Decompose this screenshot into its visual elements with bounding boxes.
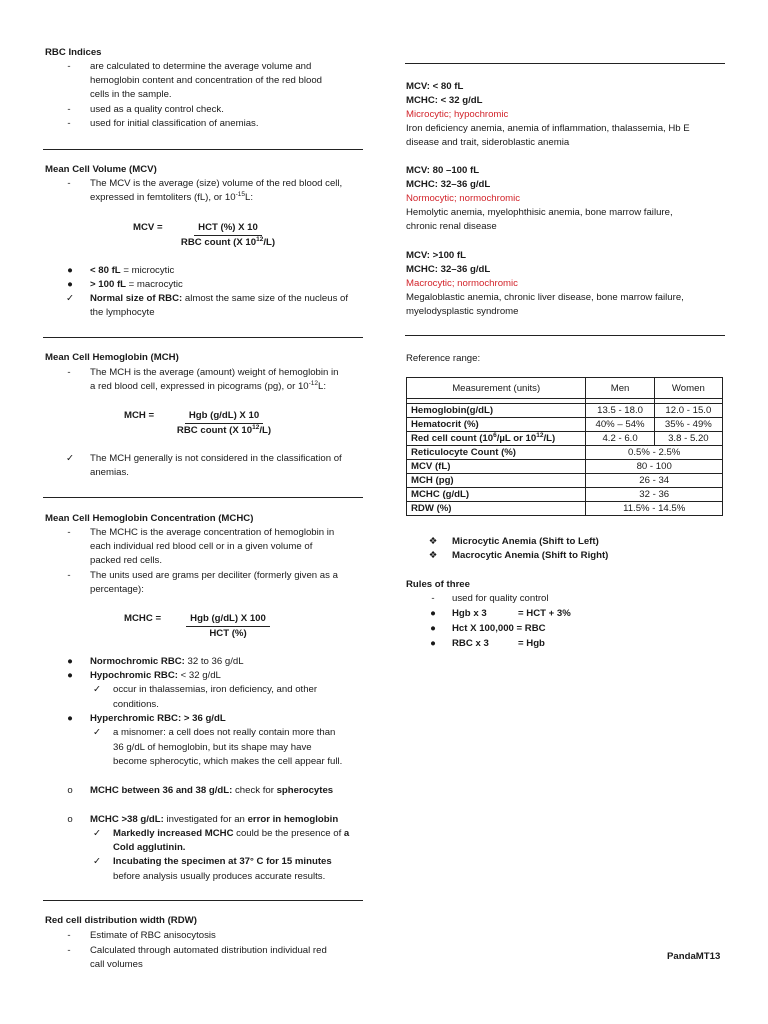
section-divider	[43, 149, 363, 150]
mcv-item-text: = macrocytic	[126, 279, 183, 290]
table-cell-men: 4.2 - 6.0	[586, 432, 654, 446]
checkmark-icon: ✓	[92, 856, 102, 867]
mcv-desc-exponent: -15	[235, 191, 245, 198]
dash-marker: -	[67, 61, 71, 72]
bullet-icon: ●	[67, 265, 73, 276]
rule-rhs: = HCT + 3%	[518, 608, 571, 619]
mchc-desc-line: packed red cells.	[90, 555, 162, 566]
rbc-indices-line: hemoglobin content and concentration of the red blood	[90, 75, 323, 86]
checkmark-icon: ✓	[92, 684, 102, 695]
rbc-count-mid: /µL or 10	[496, 433, 537, 444]
table-row	[407, 474, 723, 488]
reference-title: Reference range:	[406, 353, 481, 364]
mch-formula-numerator: Hgb (g/dL) X 10	[185, 409, 263, 424]
class-mcv: MCV: < 80 fL	[406, 81, 464, 92]
rule-lhs: Hgb x 3	[452, 608, 487, 619]
error-range: MCHC >38 g/dL:	[90, 814, 164, 825]
mcv-formula	[168, 221, 288, 250]
table-cell-both: 0.5% - 2.5%	[586, 446, 723, 460]
mchc-error-check	[90, 813, 338, 827]
table-cell-both: 32 - 36	[586, 488, 723, 502]
mch-desc-line: The MCH is the average (amount) weight of hemoglobin in	[90, 367, 339, 378]
mcv-den-tail: /L)	[263, 237, 276, 248]
table-cell-name: Reticulocyte Count (%)	[407, 446, 586, 460]
rule-rhs: = Hgb	[518, 638, 545, 649]
mchc-formula	[168, 612, 288, 641]
table-cell-both: 11.5% - 14.5%	[586, 502, 723, 516]
hypochromic-label: Hypochromic RBC:	[90, 670, 178, 681]
dash-marker: -	[67, 178, 71, 189]
table-cell-women: 3.8 - 5.20	[654, 432, 722, 446]
section-divider	[405, 63, 725, 64]
rule-lhs: Hct X 100,000 = RBC	[452, 623, 546, 634]
shift-item: Macrocytic Anemia (Shift to Right)	[452, 550, 609, 561]
mch-desc-tail: L:	[318, 381, 327, 392]
class-examples: myelodysplastic syndrome	[406, 306, 519, 317]
dash-marker: -	[67, 367, 71, 378]
dash-marker: -	[431, 593, 435, 604]
normochromic-value: 32 to 36 g/dL	[184, 656, 244, 667]
mcv-item	[90, 278, 183, 292]
section-divider	[405, 335, 725, 336]
table-cell-name: MCV (fL)	[407, 460, 586, 474]
hypochromic-note: conditions.	[113, 699, 159, 710]
hyperchromic-value: > 36 g/dL	[181, 713, 226, 724]
mch-desc-exponent: -12	[308, 380, 319, 387]
mchc-spherocytes-check	[90, 784, 333, 798]
checkmark-icon: ✓	[65, 453, 75, 464]
mchc-formula-lhs: MCHC =	[124, 613, 162, 624]
mcv-formula-numerator: HCT (%) X 10	[194, 221, 262, 236]
rdw-line: Estimate of RBC anisocytosis	[90, 930, 216, 941]
spherocytes-word: spherocytes	[276, 785, 334, 796]
mchc-normochromic	[90, 655, 244, 669]
rbc-indices-line: used as a quality control check.	[90, 104, 224, 115]
hyperchromic-note: become spherocytic, which makes the cell appear full.	[113, 756, 343, 767]
mcv-den-exponent: 12	[256, 236, 264, 243]
mchc-desc-line: percentage):	[90, 584, 144, 595]
class-mchc: MCHC: < 32 g/dL	[406, 95, 483, 106]
class-mcv: MCV: 80 –100 fL	[406, 165, 480, 176]
class-type: Microcytic; hypochromic	[406, 109, 509, 120]
class-examples: Hemolytic anemia, myelophthisic anemia, bone marrow failure,	[406, 207, 673, 218]
footer-author: PandaMT13	[667, 951, 721, 962]
class-mchc: MCHC: 32–36 g/dL	[406, 179, 491, 190]
table-cell-name: Hemoglobin(g/dL)	[407, 404, 586, 418]
diamond-bullet-icon: ❖	[428, 536, 438, 547]
class-type: Macrocytic; normochromic	[406, 278, 518, 289]
bullet-icon: ●	[67, 656, 73, 667]
rule-lhs: RBC x 3	[452, 638, 489, 649]
hyperchromic-note: 36 g/dL of hemoglobin, but its shape may have	[113, 742, 312, 753]
rdw-line: call volumes	[90, 959, 143, 970]
cold-agglutinin-note	[113, 827, 349, 841]
section-divider	[43, 900, 363, 901]
class-mchc: MCHC: 32–36 g/dL	[406, 264, 491, 275]
rbc-count-label: Red cell count (10	[411, 433, 494, 444]
rdw-title: Red cell distribution width (RDW)	[45, 915, 197, 926]
checkmark-icon: ✓	[92, 727, 102, 738]
table-cell-name: MCHC (g/dL)	[407, 488, 586, 502]
mcv-desc-text: expressed in femtoliters (fL), or 10	[90, 192, 236, 203]
mchc-formula-denominator: HCT (%)	[209, 628, 247, 639]
dash-marker: -	[67, 118, 71, 129]
mch-den-exponent: 12	[252, 424, 260, 431]
class-examples: Iron deficiency anemia, anemia of inflammation, thalassemia, Hb E	[406, 123, 690, 134]
mch-formula-lhs: MCH =	[124, 410, 155, 421]
mcv-desc-tail: L:	[244, 192, 253, 203]
section-divider	[43, 337, 363, 338]
mcv-item-text: almost the same size of the nucleus of	[182, 293, 349, 304]
mch-formula	[160, 409, 288, 438]
table-cell-women: 12.0 - 15.0	[654, 404, 722, 418]
mcv-title: Mean Cell Volume (MCV)	[45, 164, 157, 175]
class-examples: disease and trait, sideroblastic anemia	[406, 137, 570, 148]
rbc-indices-line: cells in the sample.	[90, 89, 172, 100]
table-header-cell: Men	[586, 378, 654, 399]
rules-title: Rules of three	[406, 579, 470, 590]
mchc-desc-line: The units used are grams per deciliter (formerly given as a	[90, 570, 338, 581]
mch-note-line: The MCH generally is not considered in the classification of	[90, 453, 342, 464]
incubation-note-cont: before analysis usually produces accurate results.	[113, 871, 326, 882]
mcv-item-text: = microcytic	[120, 265, 175, 276]
cold-agglutinin-text: could be the presence of	[233, 828, 344, 839]
mcv-item-cont: the lymphocyte	[90, 307, 155, 318]
normochromic-label: Normochromic RBC:	[90, 656, 185, 667]
bullet-icon: ●	[67, 713, 73, 724]
mch-note-line: anemias.	[90, 467, 129, 478]
checkmark-icon: ✓	[65, 293, 75, 304]
mcv-item-bold: > 100 fL	[90, 279, 126, 290]
class-examples: Megaloblastic anemia, chronic liver disease, bone marrow failure,	[406, 292, 684, 303]
rbc-count-tail: /L)	[543, 433, 556, 444]
dash-marker: -	[67, 570, 71, 581]
table-cell-women: 35% - 49%	[654, 418, 722, 432]
dash-marker: -	[67, 527, 71, 538]
rdw-line: Calculated through automated distribution individual red	[90, 945, 327, 956]
rbc-indices-line: used for initial classification of anemias.	[90, 118, 259, 129]
mcv-formula-denominator	[168, 236, 288, 250]
rbc-indices-title: RBC Indices	[45, 47, 102, 58]
class-type: Normocytic; normochromic	[406, 193, 521, 204]
circle-bullet-icon: o	[67, 785, 73, 796]
spherocytes-range: MCHC between 36 and 38 g/dL:	[90, 785, 233, 796]
mchc-desc-line: The MCHC is the average concentration of hemoglobin in	[90, 527, 335, 538]
dash-marker: -	[67, 104, 71, 115]
table-row	[407, 446, 723, 460]
table-row	[407, 488, 723, 502]
spherocytes-text: check for	[232, 785, 277, 796]
table-cell-men: 40% – 54%	[586, 418, 654, 432]
reference-range-table	[406, 377, 723, 516]
table-cell-name: MCH (pg)	[407, 474, 586, 488]
bullet-icon: ●	[430, 608, 436, 619]
mch-formula-denominator	[160, 424, 288, 438]
mchc-hyperchromic	[90, 712, 226, 726]
mch-den-text: RBC count (X 10	[176, 425, 253, 436]
table-row	[407, 404, 723, 418]
hyperchromic-label: Hyperchromic RBC:	[90, 713, 182, 724]
error-word: error in hemoglobin	[247, 814, 339, 825]
diamond-bullet-icon: ❖	[428, 550, 438, 561]
cold-agglutinin-cont: Cold agglutinin.	[113, 842, 186, 853]
class-examples: chronic renal disease	[406, 221, 497, 232]
error-text: investigated for an	[163, 814, 248, 825]
table-cell-name	[407, 432, 586, 446]
bullet-icon: ●	[430, 623, 436, 634]
rules-sub: used for quality control	[452, 593, 549, 604]
rbc-count-exponent: 12	[536, 432, 544, 439]
table-cell-both: 26 - 34	[586, 474, 723, 488]
mch-desc-line	[90, 380, 326, 394]
mchc-title: Mean Cell Hemoglobin Concentration (MCHC)	[45, 513, 254, 524]
table-header-cell: Measurement (units)	[407, 378, 586, 399]
table-cell-both: 80 - 100	[586, 460, 723, 474]
mcv-item	[90, 292, 348, 306]
table-row	[407, 418, 723, 432]
section-divider	[43, 497, 363, 498]
table-cell-men: 13.5 - 18.0	[586, 404, 654, 418]
table-cell-name: Hematocrit (%)	[407, 418, 586, 432]
cold-agglutinin-article: a	[343, 828, 350, 839]
circle-bullet-icon: o	[67, 814, 73, 825]
rbc-indices-line: are calculated to determine the average volume and	[90, 61, 312, 72]
mcv-item-bold: Normal size of RBC:	[90, 293, 183, 304]
mchc-hypochromic	[90, 669, 221, 683]
mcv-desc-line: The MCV is the average (size) volume of the red blood cell,	[90, 178, 343, 189]
incubation-note: Incubating the specimen at 37° C for 15 minutes	[113, 856, 332, 867]
table-cell-name: RDW (%)	[407, 502, 586, 516]
checkmark-icon: ✓	[92, 828, 102, 839]
dash-marker: -	[67, 945, 71, 956]
mcv-item-bold: < 80 fL	[90, 265, 121, 276]
bullet-icon: ●	[67, 670, 73, 681]
mchc-formula-numerator: Hgb (g/dL) X 100	[186, 612, 270, 627]
rbc-count-exponent: 6	[493, 432, 497, 439]
mcv-formula-lhs: MCV =	[133, 222, 163, 233]
cold-agglutinin-bold: Markedly increased MCHC	[113, 828, 234, 839]
hypochromic-value: < 32 g/dL	[177, 670, 221, 681]
table-header-cell: Women	[654, 378, 722, 399]
table-header-row	[407, 378, 723, 399]
table-row	[407, 432, 723, 446]
hypochromic-note: occur in thalassemias, iron deficiency, and other	[113, 684, 318, 695]
table-row	[407, 502, 723, 516]
mch-desc-text: a red blood cell, expressed in picograms (pg), or 10	[90, 381, 309, 392]
bullet-icon: ●	[430, 638, 436, 649]
mcv-desc-line	[90, 191, 253, 205]
hyperchromic-note: a misnomer: a cell does not really contain more than	[113, 727, 336, 738]
table-row	[407, 460, 723, 474]
mchc-desc-line: each individual red blood cell or in a given volume of	[90, 541, 313, 552]
shift-item: Microcytic Anemia (Shift to Left)	[452, 536, 599, 547]
dash-marker: -	[67, 930, 71, 941]
mcv-item	[90, 264, 174, 278]
mch-title: Mean Cell Hemoglobin (MCH)	[45, 352, 179, 363]
mch-den-tail: /L)	[259, 425, 272, 436]
mcv-den-text: RBC count (X 10	[180, 237, 257, 248]
class-mcv: MCV: >100 fL	[406, 250, 466, 261]
bullet-icon: ●	[67, 279, 73, 290]
